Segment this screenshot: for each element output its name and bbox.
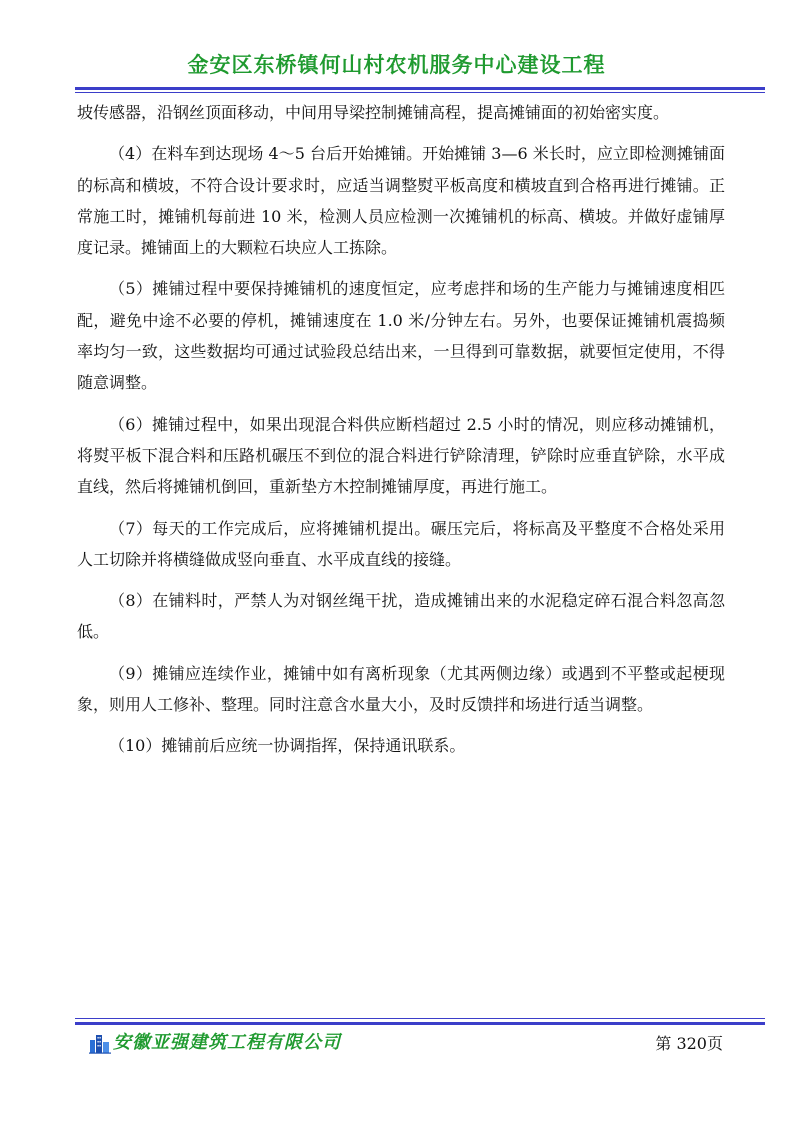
document-body <box>77 97 725 772</box>
header-rule-thin <box>75 92 765 93</box>
header-rule-thick <box>75 87 765 90</box>
header-title: 金安区东桥镇何山村农机服务中心建设工程 <box>187 53 606 77</box>
footer-company-name: 安徽亚强建筑工程有限公司 <box>113 1032 341 1053</box>
paragraph-item-4: （4）在料车到达现场 4～5 台后开始摊铺。开始摊铺 3—6 米长时，应立即检测摊铺面的标高和横坡，不符合设计要求时，应适当调整熨平板高度和横坡直到合格再进行摊铺。正常施工时，摊铺机每前进 10 米，检测人员应检测一次摊铺机的标高、横坡。并做好虚铺厚度记录。摊铺面上的大颗粒石块应人工拣除。 <box>77 144 725 258</box>
paragraph-item-9: （9）摊铺应连续作业，摊铺中如有离析现象（尤其两侧边缘）或遇到不平整或起梗现象，则用人工修补、整理。同时注意含水量大小，及时反馈拌和场进行适当调整。 <box>77 663 725 715</box>
footer-rule-thick <box>75 1022 765 1025</box>
paragraph-item-7: （7）每天的工作完成后，应将摊铺机提出。碾压完后，将标高及平整度不合格处采用人工切除并将横缝做成竖向垂直、水平成直线的接缝。 <box>77 518 725 569</box>
footer-page-number: 第 320页 <box>655 1034 723 1053</box>
paragraph-item-10: （10）摊铺前后应统一协调指挥，保持通讯联系。 <box>109 736 466 756</box>
footer-rule-thin <box>75 1018 765 1019</box>
paragraph-item-8: （8）在铺料时，严禁人为对钢丝绳干扰，造成摊铺出来的水泥稳定碎石混合料忽高忽低。 <box>77 591 725 642</box>
building-logo-icon <box>89 1032 111 1054</box>
paragraph-item-5: （5）摊铺过程中要保持摊铺机的速度恒定，应考虑拌和场的生产能力与摊铺速度相匹配，避免中途不必要的停机，摊铺速度在 1.0 米/分钟左右。另外，也要保证摊铺机震捣频率均匀一致，这些数据均可通过试验段总结出来，一旦得到可靠数据，就要恒定使用，不得随意调整。 <box>77 279 725 393</box>
paragraph-continuation: 坡传感器，沿钢丝顶面移动，中间用导梁控制摊铺高程，提高摊铺面的初始密实度。 <box>77 103 670 122</box>
paragraph-item-6: （6）摊铺过程中，如果出现混合料供应断档超过 2.5 小时的情况，则应移动摊铺机，将熨平板下混合料和压路机碾压不到位的混合料进行铲除清理，铲除时应垂直铲除，水平成直线，然后将摊铺机倒回，重新垫方木控制摊铺厚度，再进行施工。 <box>77 414 725 497</box>
